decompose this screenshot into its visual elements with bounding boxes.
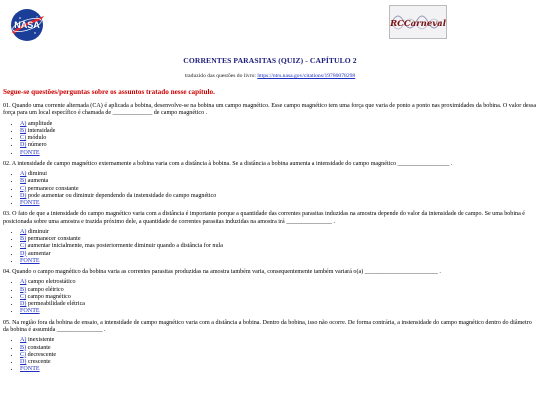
option-item xyxy=(20,178,537,185)
options-list xyxy=(3,171,537,207)
options-list xyxy=(3,229,537,265)
option-text: campo magnético xyxy=(27,293,71,300)
source-link[interactable]: FONTE xyxy=(20,366,40,373)
option-text: intensidade xyxy=(27,128,56,135)
source-link[interactable]: FONTE xyxy=(20,257,40,264)
question-text: 02. A intensidade de campo magnético externamente a bobina varia com a distância à bobina. Se a distância a bobina aumenta a intensidade do campo magnético _________________ . xyxy=(3,160,453,167)
source-link[interactable]: https://ntrs.nasa.gov/citations/19780078298 xyxy=(257,73,356,79)
option-item xyxy=(20,229,537,236)
option-item xyxy=(20,171,537,178)
option-text: diminuir xyxy=(27,229,49,236)
option-item xyxy=(20,301,537,308)
question-2 xyxy=(3,161,537,207)
option-letter-link[interactable]: D) xyxy=(20,301,27,308)
option-item xyxy=(20,135,537,142)
option-letter-link[interactable]: C) xyxy=(20,135,27,142)
option-letter-link[interactable]: D) xyxy=(20,358,27,365)
option-text: inexistente xyxy=(27,337,55,344)
option-letter-link[interactable]: D) xyxy=(20,142,27,149)
question-text: 03. O fato de que a intensidade do campo magnético varia com a distância é importante porque a quantidade das correntes parasitas induzidas na amostra depende do valor da intensidade de campo. Se uma bobina é posicionada sobre uma amostra e trazida próximo dele, a quantidade de correntes parasitas induzidas na amostra irá _______________ . xyxy=(3,211,526,225)
credit-prefix: traduzido das questões do livro: xyxy=(184,73,256,79)
option-item xyxy=(20,193,537,200)
option-item xyxy=(20,352,537,359)
question-text: 05. Na região fora da bobina de ensaio, a intensidade de campo magnético varia com a distância a bobina. Dentro da bobina, isso não ocorre. De forma contrária, a instensidade do campo magnético dentro do diâmetro da bobina é assumida _______________ . xyxy=(3,319,532,333)
nasa-logo xyxy=(8,8,46,42)
option-text: módulo xyxy=(27,135,47,142)
question-4 xyxy=(3,269,537,315)
option-text: aumenta xyxy=(27,178,49,185)
questions-list xyxy=(3,103,537,377)
option-letter-link[interactable]: B) xyxy=(20,344,27,351)
rccarneval-logo xyxy=(389,5,447,39)
option-item xyxy=(20,337,537,344)
option-item xyxy=(20,287,537,294)
option-text: campo elétrico xyxy=(27,286,64,293)
option-text: campo eletrostático xyxy=(27,279,76,286)
option-text: constante xyxy=(27,344,51,351)
option-item xyxy=(20,121,537,128)
question-1 xyxy=(3,103,537,157)
source-item xyxy=(20,200,537,207)
nasa-logo-text: NASA xyxy=(14,20,40,30)
option-letter-link[interactable]: C) xyxy=(20,351,27,358)
option-letter-link[interactable]: A) xyxy=(20,337,27,344)
source-item xyxy=(20,308,537,315)
option-letter-link[interactable]: C) xyxy=(20,185,27,192)
source-link[interactable]: FONTE xyxy=(20,200,40,207)
option-text: permanece constante xyxy=(27,185,79,192)
option-text: número xyxy=(27,142,47,149)
intro-text: Segue-se questões/perguntas sobre os assuntos tratado nesse capítulo. xyxy=(3,88,215,96)
source-link[interactable]: FONTE xyxy=(20,149,40,156)
option-text: crescente xyxy=(27,358,51,365)
option-text: diminui xyxy=(27,171,47,178)
option-item xyxy=(20,142,537,149)
option-item xyxy=(20,279,537,286)
source-item xyxy=(20,366,537,373)
option-text: aumentar inicialmente, mas posteriormente diminuir quando a distância for nula xyxy=(27,243,223,250)
rccarneval-logo-text: RCCarneval xyxy=(390,19,446,29)
question-text: 01. Quando uma corrente alternada (CA) é aplicada a bobina, desenvolve-se na bobina um campo magnético. Esse campo magnético tem uma força que varia de ponto a ponto nas proximidades da bobina. O valor dessa força para um local específico é chamada de _____________ de campo magnético . xyxy=(3,103,537,117)
page-title: CORRENTES PARASITAS (QUIZ) - CAPÍTULO 2 xyxy=(183,56,357,65)
source-item xyxy=(20,150,537,157)
option-text: decrescente xyxy=(27,351,57,358)
option-text: aumentar xyxy=(27,250,51,257)
option-letter-link[interactable]: A) xyxy=(20,279,27,286)
option-item xyxy=(20,294,537,301)
option-letter-link[interactable]: C) xyxy=(20,243,27,250)
source-item xyxy=(20,258,537,265)
option-text: permanecer constante xyxy=(27,236,81,243)
option-letter-link[interactable]: B) xyxy=(20,178,27,185)
option-item xyxy=(20,251,537,258)
question-text: 04. Quando o campo magnético da bobina varia as correntes parasitas produzidas na amostra também varia, consequentemente também variará o(a) ________________________ . xyxy=(3,269,441,276)
option-letter-link[interactable]: A) xyxy=(20,120,27,127)
option-item xyxy=(20,186,537,193)
option-letter-link[interactable]: C) xyxy=(20,293,27,300)
option-text: pode aumentar ou diminuir dependendo da instensidade do campo magnético xyxy=(27,192,217,199)
credit-line xyxy=(0,73,540,79)
question-3 xyxy=(3,211,537,265)
option-letter-link[interactable]: A) xyxy=(20,229,27,236)
options-list xyxy=(3,337,537,373)
options-list xyxy=(3,121,537,157)
option-text: amplitude xyxy=(27,120,53,127)
options-list xyxy=(3,279,537,315)
option-item xyxy=(20,359,537,366)
option-letter-link[interactable]: D) xyxy=(20,192,27,199)
option-text: permeabilidade elétrica xyxy=(27,301,85,308)
option-letter-link[interactable]: B) xyxy=(20,286,27,293)
option-letter-link[interactable]: A) xyxy=(20,171,27,178)
option-letter-link[interactable]: D) xyxy=(20,250,27,257)
option-item xyxy=(20,128,537,135)
option-item xyxy=(20,243,537,250)
source-link[interactable]: FONTE xyxy=(20,308,40,315)
option-item xyxy=(20,345,537,352)
option-letter-link[interactable]: B) xyxy=(20,128,27,135)
option-letter-link[interactable]: B) xyxy=(20,236,27,243)
question-5 xyxy=(3,320,537,374)
